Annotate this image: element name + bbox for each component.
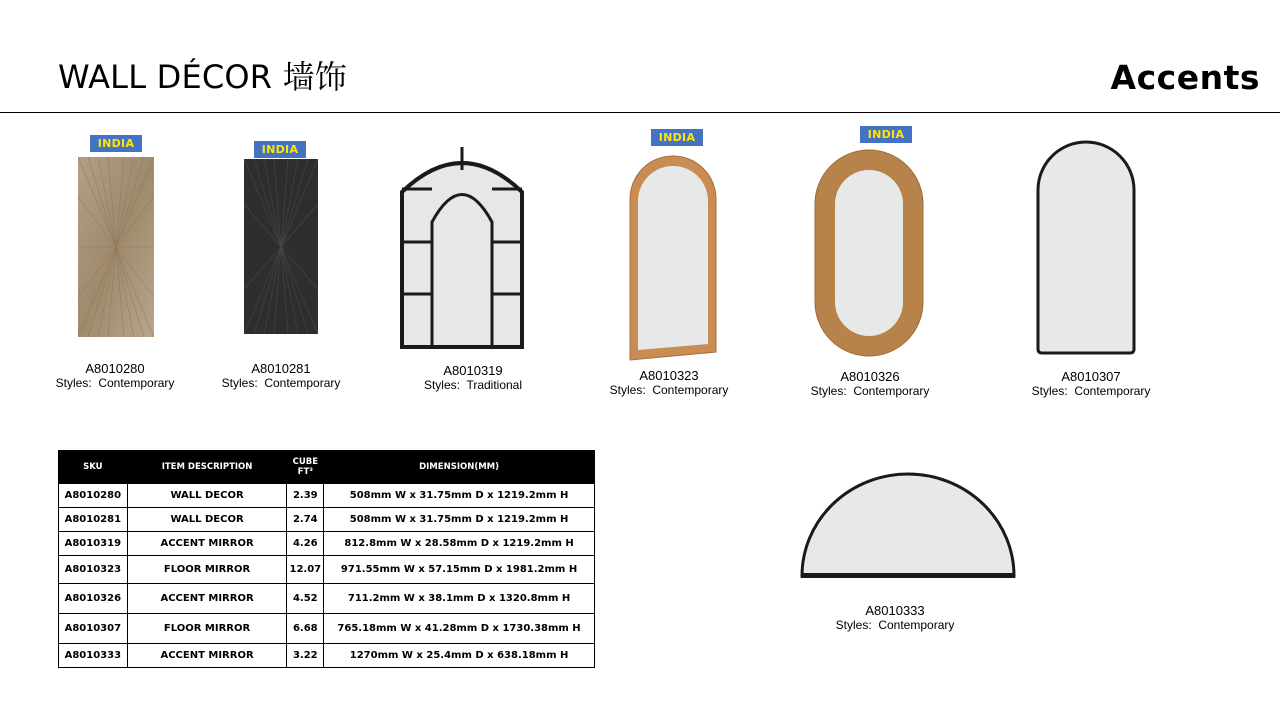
cell-sku: A8010333 [59,644,128,668]
cell-sku: A8010281 [59,508,128,532]
cell-sku: A8010307 [59,614,128,644]
header-description: ITEM DESCRIPTION [127,451,287,484]
product-style: Styles: Contemporary [810,384,930,398]
product-caption [795,370,945,398]
cell-cube: 2.39 [287,484,324,508]
origin-badge: INDIA [860,126,912,143]
cell-dimension: 765.18mm W x 41.28mm D x 1730.38mm H [324,614,595,644]
product-sku: A8010307 [1061,369,1121,384]
product-image-wood-oval-mirror[interactable] [813,148,925,358]
product-caption [820,604,970,632]
product-caption [594,369,744,397]
product-image-black-arch-mirror[interactable] [1035,139,1137,357]
table-row [59,532,595,556]
product-image-dark-panel[interactable] [244,159,318,334]
product-style: Styles: Contemporary [55,376,175,390]
header-sku: SKU [59,451,128,484]
cell-dimension: 812.8mm W x 28.58mm D x 1219.2mm H [324,532,595,556]
cell-cube: 4.26 [287,532,324,556]
product-caption [206,362,356,390]
product-caption [40,362,190,390]
product-sku: A8010280 [85,361,145,376]
cell-sku: A8010319 [59,532,128,556]
page-title: WALL DÉCOR 墙饰 [58,58,348,96]
cell-description: FLOOR MIRROR [127,614,287,644]
cell-cube: 4.52 [287,584,324,614]
cell-cube: 3.22 [287,644,324,668]
cell-sku: A8010326 [59,584,128,614]
header-dimension: DIMENSION(MM) [324,451,595,484]
cell-cube: 6.68 [287,614,324,644]
product-image-wood-panel[interactable] [78,157,154,337]
product-style: Styles: Traditional [423,378,523,392]
product-sku: A8010323 [639,368,699,383]
product-sku: A8010326 [840,369,900,384]
cell-cube: 2.74 [287,508,324,532]
product-style: Styles: Contemporary [835,618,955,632]
cell-sku: A8010280 [59,484,128,508]
table-row [59,484,595,508]
cell-description: FLOOR MIRROR [127,556,287,584]
product-image-window-mirror[interactable] [398,142,526,352]
table-row [59,614,595,644]
cell-dimension: 971.55mm W x 57.15mm D x 1981.2mm H [324,556,595,584]
cell-description: ACCENT MIRROR [127,532,287,556]
product-image-half-moon-mirror[interactable] [798,470,1018,582]
cell-description: ACCENT MIRROR [127,584,287,614]
header-divider [0,112,1280,113]
cell-description: WALL DECOR [127,508,287,532]
cell-description: ACCENT MIRROR [127,644,287,668]
cell-dimension: 508mm W x 31.75mm D x 1219.2mm H [324,484,595,508]
specs-table [58,450,595,668]
table-row [59,556,595,584]
origin-badge: INDIA [254,141,306,158]
table-row [59,584,595,614]
origin-badge: INDIA [651,129,703,146]
product-style: Styles: Contemporary [221,376,341,390]
cell-dimension: 1270mm W x 25.4mm D x 638.18mm H [324,644,595,668]
product-caption [1016,370,1166,398]
product-sku: A8010281 [251,361,311,376]
cell-description: WALL DECOR [127,484,287,508]
cell-cube: 12.07 [287,556,324,584]
product-sku: A8010319 [443,363,503,378]
table-row [59,644,595,668]
product-sku: A8010333 [865,603,925,618]
cell-sku: A8010323 [59,556,128,584]
header-cube: CUBE FT³ [287,451,324,484]
origin-badge: INDIA [90,135,142,152]
product-style: Styles: Contemporary [609,383,729,397]
brand-logo: Accents [1110,58,1260,97]
product-image-wood-arch-mirror[interactable] [626,152,720,362]
table-header-row [59,451,595,484]
cell-dimension: 711.2mm W x 38.1mm D x 1320.8mm H [324,584,595,614]
cell-dimension: 508mm W x 31.75mm D x 1219.2mm H [324,508,595,532]
table-row [59,508,595,532]
product-caption [398,364,548,392]
product-style: Styles: Contemporary [1031,384,1151,398]
